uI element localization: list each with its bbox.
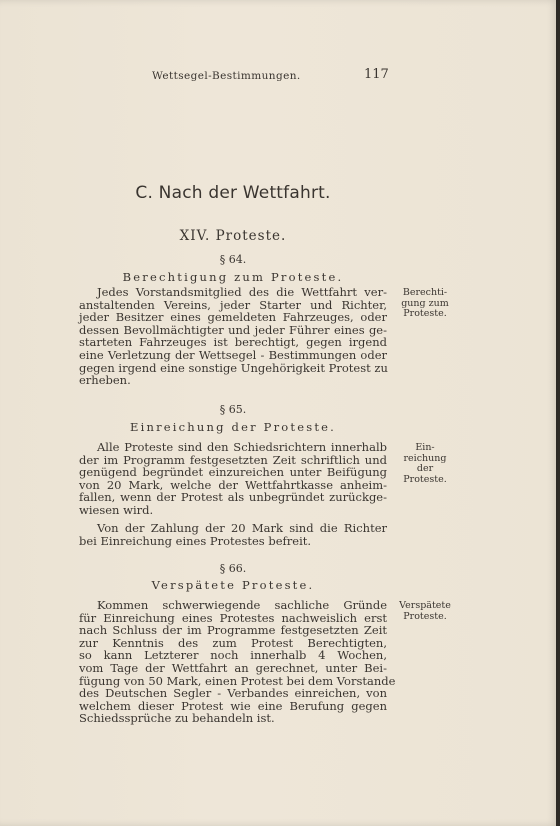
margin-note-line: der bbox=[416, 463, 434, 474]
margin-note-line: Verspätete bbox=[399, 600, 451, 611]
margin-note-65 bbox=[392, 443, 458, 485]
chapter-title: XIV. Proteste. bbox=[179, 228, 287, 244]
text-line: Schiedssprüche zu behandeln ist. bbox=[79, 711, 275, 726]
margin-note-line: Ein- bbox=[415, 442, 435, 453]
text-line: fallen, wenn der Protest als unbegründet zurückge- bbox=[79, 490, 387, 505]
text-line: erheben. bbox=[79, 373, 131, 388]
margin-note-line: reichung bbox=[403, 452, 447, 464]
part-title: C. Nach der Wettfahrt. bbox=[135, 183, 331, 203]
section-heading-65: Einreichung der Proteste. bbox=[129, 420, 337, 434]
section-number-66: § 66. bbox=[219, 562, 247, 575]
paragraph-65-1 bbox=[79, 441, 387, 517]
text-line: genügend begründet einzureichen unter Beifügung bbox=[79, 465, 387, 480]
text-line: der im Programm festgesetzten Zeit schriftlich und bbox=[79, 452, 387, 467]
margin-note-66 bbox=[392, 601, 458, 622]
text-line: dessen Bevollmächtigter und jeder Führer eines ge- bbox=[79, 322, 387, 337]
text-line: zur Kenntnis des zum Protest Berechtigten, bbox=[79, 635, 387, 650]
text-line: bei Einreichung eines Protestes befreit. bbox=[79, 533, 312, 548]
text-line: Jedes Vorstandsmitglied des die Wettfahrt ver- bbox=[97, 285, 387, 299]
text-line: wiesen wird. bbox=[79, 502, 154, 517]
page-number: 117 bbox=[364, 67, 389, 82]
margin-note-line: Proteste. bbox=[403, 473, 447, 485]
section-number-64: § 64. bbox=[219, 253, 247, 266]
text-line: gegen irgend eine sonstige Ungehörigkeit Protest zu bbox=[79, 360, 388, 375]
page-edge bbox=[556, 0, 560, 826]
text-line: vom Tage der Wettfahrt an gerechnet, unter Bei- bbox=[79, 660, 387, 675]
text-line: nach Schluss der im Programme festgesetzten Zeit bbox=[79, 623, 387, 638]
text-line: jeder Besitzer eines gemeldeten Fahrzeuges, oder bbox=[79, 310, 387, 325]
paragraph-64-1 bbox=[79, 286, 387, 387]
section-heading-66: Verspätete Proteste. bbox=[151, 578, 315, 592]
text-line: so kann Letzterer noch innerhalb 4 Wochen, bbox=[79, 648, 387, 663]
section-number-65: § 65. bbox=[219, 403, 247, 416]
text-line: Alle Proteste sind den Schiedsrichtern innerhalb bbox=[97, 440, 387, 454]
paragraph-65-2 bbox=[79, 522, 387, 547]
text-line: Von der Zahlung der 20 Mark sind die Richter bbox=[97, 521, 387, 535]
text-line: des Deutschen Segler - Verbandes einreichen, von bbox=[79, 686, 387, 701]
text-line: anstaltenden Vereins, jeder Starter und Richter, bbox=[79, 297, 387, 312]
text-line: für Einreichung eines Protestes nachweislich erst bbox=[79, 610, 387, 625]
margin-note-line: Proteste. bbox=[403, 308, 447, 319]
text-line: starteten Fahrzeuges ist berechtigt, gegen irgend bbox=[79, 335, 387, 350]
paragraph-66-1 bbox=[79, 598, 396, 726]
text-line: Kommen schwerwiegende sachliche Gründe bbox=[97, 598, 387, 612]
text-line: von 20 Mark, welche der Wettfahrtkasse anheim- bbox=[79, 477, 387, 492]
margin-note-line: Proteste. bbox=[403, 610, 447, 622]
text-line: welchem dieser Protest wie eine Berufung gegen bbox=[79, 698, 387, 713]
margin-note-line: gung zum bbox=[401, 297, 449, 309]
running-header: Wettsegel-Bestimmungen. bbox=[152, 70, 301, 82]
text-line: eine Verletzung der Wettsegel - Bestimmungen oder bbox=[79, 347, 387, 362]
text-line: fügung von 50 Mark, einen Protest bei dem Vorstande bbox=[79, 673, 396, 688]
margin-note-line: Berechti- bbox=[402, 287, 448, 298]
section-heading-64: Berechtigung zum Proteste. bbox=[122, 270, 344, 284]
margin-note-64 bbox=[392, 288, 458, 320]
